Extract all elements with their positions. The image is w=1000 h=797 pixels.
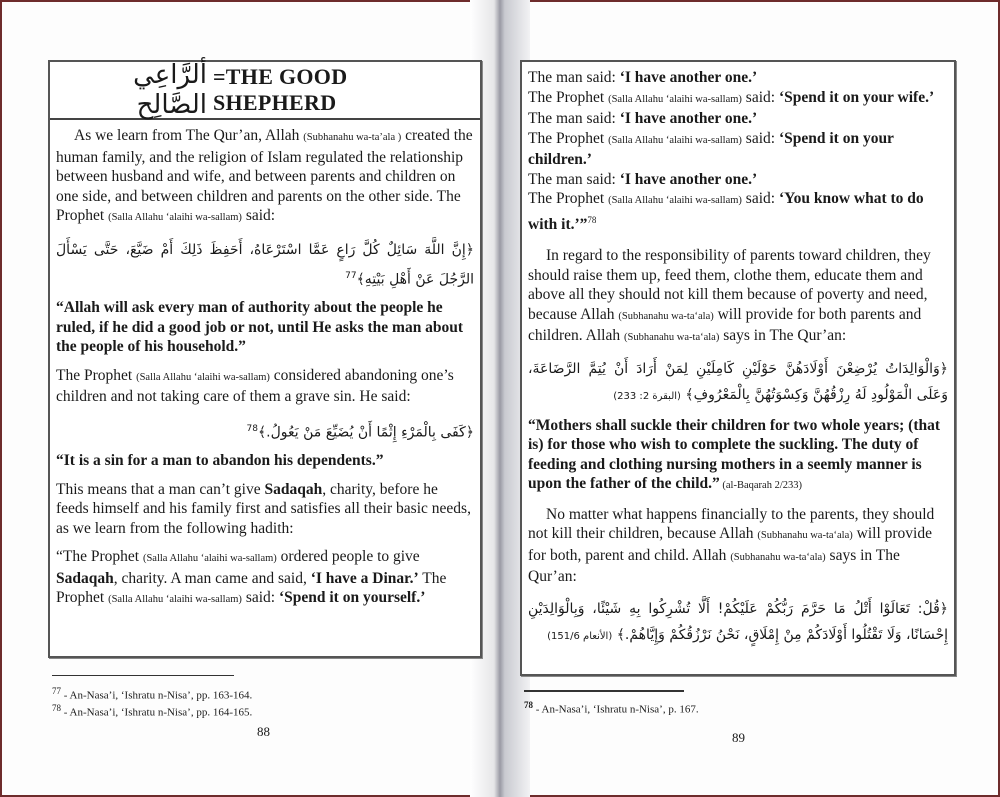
text-segment: ordered people to give [276,548,420,566]
text-segment: The man said: [528,170,620,188]
text-segment: ‘I have another one.’ [619,69,758,86]
text-segment: ﴿قُلْ: تَعَالَوْا أَتْلُ مَا حَرَّمَ رَبُّكُمْ عَلَيْكُمْ! أَلَّا تُشْرِكُوا بِهِ شَيْئًا، وَبِالْوَالِدَيْنِ إِحْسَانًا، وَلَا تَقْتُلُوا أَوْلَادَكُمْ مِنْ إِمْلَاقٍ، نَحْنُ نَرْزُقُكُمْ وَإِيَّاهُمْ.﴾ [528,600,948,643]
honorific: (Salla Allahu ‘alaihi wa-sallam) [142,553,277,565]
text-segment: ‘I have a Dinar.’ [310,569,419,587]
paragraph [528,246,948,348]
text-segment: , charity. A man came and said, [113,569,311,587]
left-page-box [48,60,482,658]
text-segment: said: [741,88,779,106]
honorific: (Salla Allahu ‘alaihi wa-sallam) [608,93,742,105]
footnote-rule [52,675,234,676]
footnote-number: 78 [52,703,61,713]
text-segment: (البقرة 2: 233) [613,390,681,402]
page-number-right: 89 [732,730,745,745]
text-segment: The Prophet [528,129,609,147]
title-english: =THE GOOD SHEPHERD [212,64,348,115]
text-segment: said: [241,207,276,224]
paragraph [528,109,948,129]
text-segment: Sadaqah [264,480,323,498]
footnote-text: - An-Nasa’i, ‘Ishratu n-Nisa’, pp. 164-165. [63,706,253,719]
paragraph [56,126,474,228]
text-segment: In regard to the responsibility of parents toward children, they should raise them up, feed them, clothe them, educate them and above all they should not kill them because of poverty and need, because Allah [528,247,931,323]
footnote-ref: 78 [587,214,597,225]
honorific: (Subhanahu wa-ta‘ala) [624,332,720,344]
text-segment: ‘You know what to do with it.’” [528,190,924,233]
text-segment: ‘Spend it on your children.’ [528,129,894,168]
paragraph [56,547,474,610]
honorific: (Salla Allahu ‘alaihi wa-sallam) [608,195,742,206]
text-segment: “Mothers shall suckle their children for two whole years; (that is) for those who wish to complete the suckling. The duty of feeding and clothing nursing mothers in a seemly manner is upon the father of the child.” [528,416,941,493]
text-segment: considered abandoning one’s children and not taking care of them a grave sin. He said: [56,366,454,406]
honorific: (Salla Allahu ‘alaihi wa-sallam) [108,212,242,223]
text-segment: As we learn from The Qur’an, Allah [74,127,304,144]
honorific: (Subhanahu wa-ta‘ala) [730,551,826,563]
footnote-number: 78 [524,700,533,710]
right-page-box [520,60,956,676]
page-number-left: 88 [257,724,270,739]
arabic-quote [56,237,474,293]
text-segment: The Prophet [56,569,447,607]
paragraph [528,68,948,88]
text-segment: says in The Qur’an: [719,327,847,345]
text-segment: will provide for both, parent and child. Allah [528,525,932,564]
text-segment: created the human family, and the religion of Islam regulated the relationship between husband and wife, and between parents and children on one side, and between children and parents on the other side. The Prophet [56,127,473,224]
honorific: (Subhanahu wa-ta‘ala) [757,530,853,542]
text-segment: said: [741,129,779,147]
text-segment: Sadaqah [56,569,114,587]
paragraph [56,480,474,539]
arabic-quote [528,596,948,650]
text-segment: , charity, before he feeds himself and his family first and satisfies all their basic needs, as we learn from the following hadith: [56,480,471,537]
text-segment: The man said: [528,69,620,86]
text-segment: says in The Qur’an: [528,546,900,586]
footnote-ref: 77 [345,270,357,281]
text-segment: said: [241,589,279,607]
paragraph [528,416,948,496]
right-page-text [522,62,954,650]
paragraph [528,189,948,234]
honorific: (Salla Allahu ‘alaihi wa-sallam) [608,134,742,146]
text-segment: ‘Spend it on your wife.’ [778,88,935,106]
paragraph [56,298,474,357]
honorific: (al-Baqarah 2/233) [719,480,802,492]
text-segment: ﴿كَفَى بِالْمَرْءِ إِثْمًا أَنْ يُضَيِّعَ مَنْ يَعُولُ.﴾ [257,424,474,441]
text-segment: ‘I have another one.’ [619,170,758,188]
footnote-text: - An-Nasa’i, ‘Ishratu n-Nisa’, pp. 163-164. [63,689,253,702]
text-segment: This means that a man can’t give [56,480,265,498]
text-segment: The Prophet [528,190,609,207]
text-segment: The Prophet [528,88,609,106]
paragraph [528,505,948,587]
footnote-rule [524,690,684,692]
text-segment: “It is a sin for a man to abandon his dependents.” [56,452,384,470]
text-segment: ﴿وَالْوَالِدَاتُ يُرْضِعْنَ أَوْلَادَهُنَّ حَوْلَيْنِ كَامِلَيْنِ لِمَنْ أَرَادَ أَنْ يُتِمَّ الرَّضَاعَةَ، وَعَلَى الْمَوْلُودِ لَهُ رِزْقُهُنَّ وَكِسْوَتُهُنَّ بِالْمَعْرُوفِ﴾ [528,360,948,403]
honorific: (Salla Allahu ‘alaihi wa-sallam) [136,371,270,383]
paragraph [56,451,474,471]
honorific: (Subhanahu wa-ta’ala ) [303,132,402,143]
text-segment: “The Prophet [56,548,143,566]
arabic-quote [56,416,474,446]
paragraph [56,366,474,407]
chapter-title [50,62,480,120]
text-segment: said: [741,190,779,207]
paragraph [528,88,948,110]
footnote-78-right [524,697,699,719]
footnote-ref: 78 [246,423,258,434]
title-arabic: ألرَّاعِي الصَّالِح [133,60,207,120]
left-page-text [50,120,480,610]
honorific: (Subhanahu wa-ta‘ala) [618,310,714,322]
footnote-text: - An-Nasa’i, ‘Ishratu n-Nisa’, p. 167. [535,703,699,716]
text-segment: ‘Spend it on yourself.’ [278,589,426,607]
arabic-quote [528,356,948,410]
footnote-number: 77 [52,686,61,696]
text-segment: (الأنعام 151/6) [547,630,613,642]
text-segment: will provide for both parents and children. Allah [528,305,922,345]
paragraph [528,129,948,170]
footnote-78 [52,700,252,722]
text-segment: “Allah will ask every man of authority about the people he ruled, if he did a good job or not, until He asks the man about the people of his household.” [56,299,464,356]
text-segment: No matter what happens financially to the parents, they should not kill their children, because Allah [528,505,935,543]
text-segment: The man said: [528,110,620,127]
honorific: (Salla Allahu ‘alaihi wa-sallam) [108,594,242,606]
text-segment: ‘I have another one.’ [619,110,758,127]
paragraph [528,170,948,190]
text-segment: The Prophet [56,366,137,384]
text-segment: ﴿إِنَّ اللَّهَ سَائِلٌ كُلَّ رَاعٍ عَمَّا اسْتَرْعَاهُ، أَحَفِظَ ذَلِكَ أَمْ ضَيَّعَ، حَتَّى يَسْأَلَ الرَّجُلَ عَنْ أَهْلِ بَيْتِهِ﴾ [56,241,474,288]
